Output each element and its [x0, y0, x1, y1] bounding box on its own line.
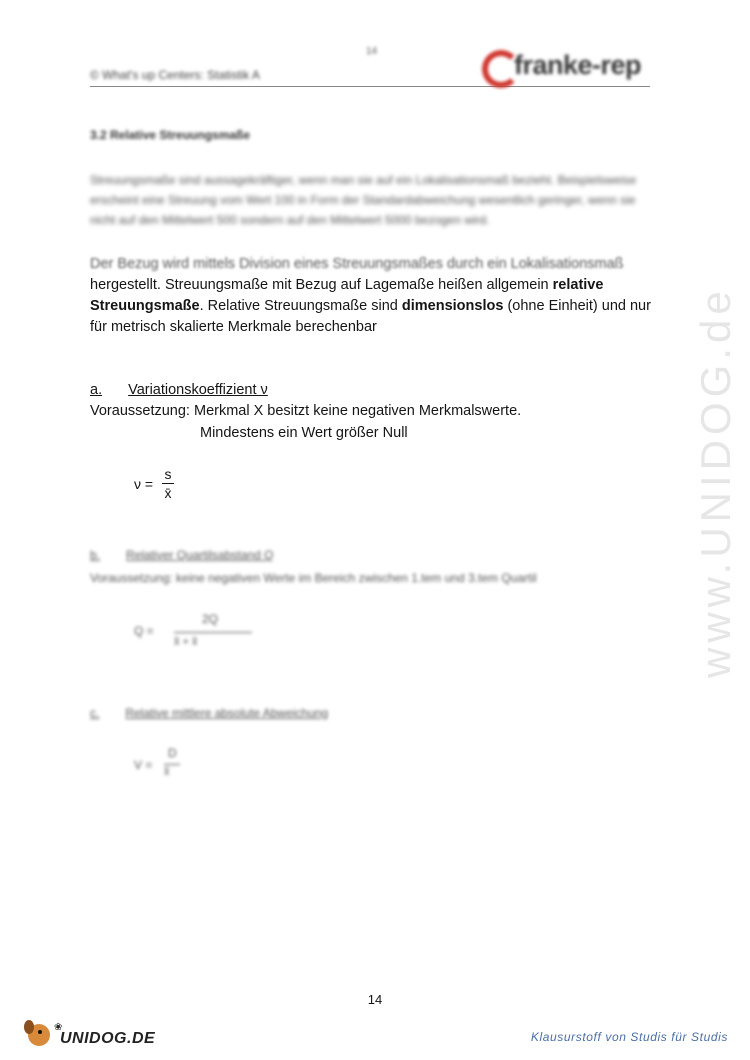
formula-b-denominator: x̃ + x̃ [174, 636, 198, 648]
logo-text: franke-rep [514, 50, 642, 80]
header-page-number: 14 [366, 46, 378, 57]
formula-b-lhs: Q = [134, 624, 154, 638]
formula-a-lhs: ν = [134, 476, 154, 492]
item-a-requirement-1: Voraussetzung: Merkmal X besitzt keine negativen Merkmalswerte. [90, 403, 522, 419]
paragraph-text-1: hergestellt. Streuungsmaße mit Bezug auf Lagemaße heißen allgemein [90, 277, 553, 293]
item-c-label: Relative mittlere absolute Abweichung [125, 706, 329, 720]
formula-c-denominator: x̃ [164, 766, 170, 778]
page-number: 14 [367, 992, 383, 1007]
bold-dimensionslos: dimensionslos [401, 298, 504, 314]
item-a-requirement-2: Mindestens ein Wert größer Null [200, 425, 408, 441]
item-b-letter: b. [90, 548, 101, 562]
franke-rep-logo [482, 48, 652, 86]
footer-logo-text: UNIDOG.DE [60, 1030, 156, 1047]
formula-c-numerator: D [168, 746, 177, 760]
item-b-label: Relativer Quartilsabstand Q [126, 548, 274, 562]
item-a-letter: a. [90, 382, 103, 398]
formula-a-fraction [162, 466, 174, 501]
dog-mascot-icon [24, 1014, 54, 1048]
paragraph-line-1: Der Bezug wird mittels Division eines Streuungsmaßes durch ein Lokalisationsmaß [90, 256, 624, 272]
paw-print-icon: ❀ [54, 1022, 63, 1033]
unidog-footer-logo[interactable] [24, 1012, 154, 1052]
header-rule [90, 86, 650, 87]
formula-c-bar [164, 764, 180, 765]
body-paragraph [90, 254, 660, 338]
formula-a-denominator: x̄ [164, 485, 172, 501]
paragraph-text-2: . Relative Streuungsmaße sind [199, 298, 402, 314]
bold-relative-streuungsmasse: relative Streuungsmaße [90, 277, 604, 314]
formula-a-numerator: s [164, 466, 172, 482]
dog-ear [24, 1020, 34, 1034]
item-c-letter: c. [90, 706, 100, 720]
formula-b-bar [174, 632, 252, 633]
item-b-requirement: Voraussetzung: keine negativen Werte im Bereich zwischen 1.tem und 3.tem Quartil [90, 571, 537, 585]
item-c-heading [90, 706, 328, 720]
formula-b-numerator: 2Q [202, 612, 219, 626]
dog-eye [38, 1030, 42, 1034]
section-title: 3.2 Relative Streuungsmaße [90, 128, 251, 142]
item-b-heading [90, 548, 273, 562]
formula-a-bar [162, 483, 174, 484]
blurred-paragraph: Streuungsmaße sind aussagekräftiger, wenn man sie auf ein Lokalisationsmaß bezieht. Beispielsweise erscheint eine Streuung vom Wert 100 in Form der Standardabweichung wesentlich geringer, wenn sie nicht auf den Mittelwert 500 sondern auf den Mittelwert 5000 bezogen wird. [90, 173, 637, 227]
item-a-label: Variationskoeffizient ν [128, 382, 268, 398]
footer-tagline: Klausurstoff von Studis für Studis [530, 1030, 728, 1044]
item-a-heading [90, 382, 268, 398]
unidog-watermark: www.UNIDOG.de [692, 286, 739, 678]
formula-c-lhs: V = [134, 758, 153, 772]
header-left-text: © What's up Centers: Statistik A [90, 68, 260, 82]
paragraph-text-3: (ohne Einheit) und nur für metrisch skalierte Merkmale berechenbar [90, 298, 651, 335]
